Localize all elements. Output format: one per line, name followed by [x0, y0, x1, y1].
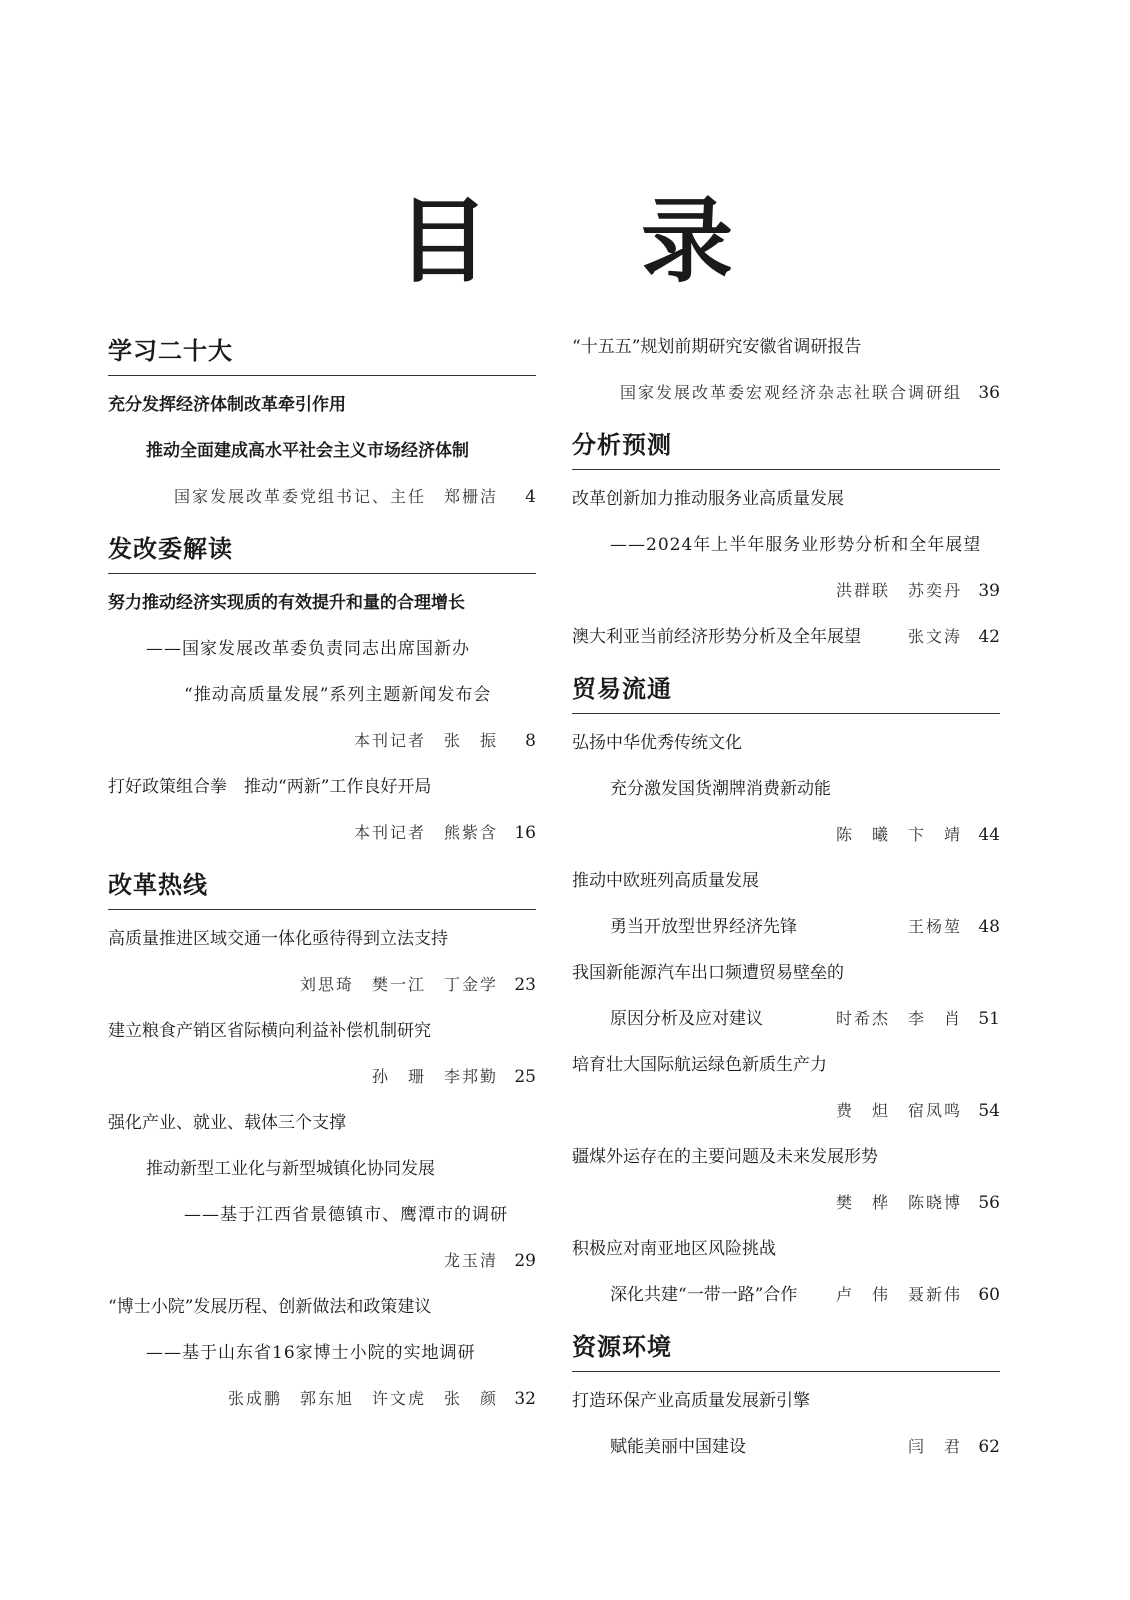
entry-page-number: 42: [978, 627, 1000, 647]
entry-title-cont-row: [572, 996, 1000, 1042]
section-heading: 资源环境: [572, 1332, 1000, 1372]
entry-author: 洪群联 苏奕丹: [835, 581, 962, 600]
entry-title: 疆煤外运存在的主要问题及未来发展形势: [572, 1147, 878, 1167]
entry-meta: [572, 568, 1000, 614]
toc-entry[interactable]: [108, 580, 536, 764]
toc-entry[interactable]: [572, 1134, 1000, 1226]
entry-author: 本刊记者 熊紫含: [353, 823, 498, 842]
entry-author: 孙 珊 李邦勤: [371, 1067, 498, 1086]
toc-entry[interactable]: [108, 764, 536, 856]
entry-author: 刘思琦 樊一江 丁金学: [299, 975, 498, 994]
entry-title: 强化产业、就业、载体三个支撑: [108, 1113, 346, 1133]
entry-meta: [108, 1376, 536, 1422]
toc-right-column: [572, 330, 1000, 1470]
toc-left-column: [108, 330, 536, 1422]
entry-meta: [572, 812, 1000, 858]
entry-page-number: 32: [514, 1389, 536, 1409]
entry-author: 樊 桦 陈晓博: [835, 1193, 962, 1212]
section-heading: 分析预测: [572, 430, 1000, 470]
entry-title-cont-row: [572, 904, 1000, 950]
entry-author: 费 炟 宿凤鸣: [835, 1101, 962, 1120]
entry-title: “十五五”规划前期研究安徽省调研报告: [572, 337, 862, 357]
entry-title: “博士小院”发展历程、创新做法和政策建议: [108, 1297, 432, 1317]
entry-author: 本刊记者 张 振: [353, 731, 498, 750]
entry-page-number: 23: [514, 975, 536, 995]
entry-title: 建立粮食产销区省际横向利益补偿机制研究: [108, 1021, 431, 1041]
toc-entry[interactable]: [108, 916, 536, 1008]
toc-entry[interactable]: [572, 614, 1000, 660]
section-heading: 改革热线: [108, 870, 536, 910]
page-title: 目 录: [396, 187, 794, 295]
entry-page-number: 54: [978, 1101, 1000, 1121]
entry-author: 闫 君: [907, 1437, 962, 1456]
entry-author: 国家发展改革委宏观经济杂志社联合调研组: [619, 383, 962, 402]
toc-entry[interactable]: [572, 324, 1000, 416]
entry-page-number: 29: [514, 1251, 536, 1271]
entry-author: 龙玉清: [443, 1251, 498, 1270]
entry-page-number: 25: [514, 1067, 536, 1087]
entry-page-number: 16: [514, 823, 536, 843]
entry-subtitle: ——基于江西省景德镇市、鹰潭市的调研: [184, 1205, 508, 1225]
entry-subtitle-cont: “推动高质量发展”系列主题新闻发布会: [184, 685, 492, 705]
toc-entry[interactable]: [108, 1284, 536, 1422]
toc-entry[interactable]: [572, 476, 1000, 614]
entry-title: 打好政策组合拳 推动“两新”工作良好开局: [108, 777, 432, 797]
entry-title-cont: 原因分析及应对建议: [610, 1009, 763, 1029]
entry-title-cont-row: [572, 1272, 1000, 1318]
entry-title: 澳大利亚当前经济形势分析及全年展望: [572, 627, 861, 647]
entry-author: 时希杰 李 肖: [835, 1009, 962, 1028]
toc-entry[interactable]: [572, 1042, 1000, 1134]
entry-meta: [108, 810, 536, 856]
entry-subtitle: ——国家发展改革委负责同志出席国新办: [146, 639, 470, 659]
entry-page-number: 51: [978, 1009, 1000, 1029]
entry-page-number: 48: [978, 917, 1000, 937]
entry-author: 王杨堃: [907, 917, 962, 936]
entry-page-number: 8: [525, 731, 536, 751]
toc-entry[interactable]: [572, 1226, 1000, 1318]
section-heading: 贸易流通: [572, 674, 1000, 714]
entry-page-number: 56: [978, 1193, 1000, 1213]
entry-meta: [108, 962, 536, 1008]
entry-author: 卢 伟 聂新伟: [835, 1285, 962, 1304]
entry-title-cont: 深化共建“一带一路”合作: [610, 1285, 798, 1305]
toc-entry[interactable]: [108, 1008, 536, 1100]
entry-title-cont: 充分激发国货潮牌消费新动能: [610, 779, 831, 799]
entry-title-cont-row: [572, 1424, 1000, 1470]
entry-page-number: 62: [978, 1437, 1000, 1457]
entry-title-cont: 勇当开放型世界经济先锋: [610, 917, 797, 937]
entry-page-number: 44: [978, 825, 1000, 845]
section-heading: 发改委解读: [108, 534, 536, 574]
entry-author: 陈 曦 卞 靖: [835, 825, 962, 844]
toc-entry[interactable]: [572, 720, 1000, 858]
entry-meta: [108, 474, 536, 520]
entry-author: 国家发展改革委党组书记、主任 郑栅洁: [173, 487, 498, 506]
entry-title-cont: 推动全面建成高水平社会主义市场经济体制: [146, 441, 469, 461]
entry-meta: [108, 1238, 536, 1284]
entry-page-number: 36: [978, 383, 1000, 403]
entry-title: 我国新能源汽车出口频遭贸易壁垒的: [572, 963, 844, 983]
entry-subtitle: ——基于山东省16家博士小院的实地调研: [146, 1343, 476, 1363]
entry-title: 充分发挥经济体制改革牵引作用: [108, 395, 346, 415]
entry-title: 积极应对南亚地区风险挑战: [572, 1239, 776, 1259]
toc-entry[interactable]: [572, 858, 1000, 950]
entry-meta: [108, 718, 536, 764]
entry-title: 高质量推进区域交通一体化亟待得到立法支持: [108, 929, 448, 949]
toc-entry[interactable]: [108, 382, 536, 520]
entry-meta: [572, 1180, 1000, 1226]
entry-page-number: 60: [978, 1285, 1000, 1305]
entry-title: 弘扬中华优秀传统文化: [572, 733, 742, 753]
entry-title: 改革创新加力推动服务业高质量发展: [572, 489, 844, 509]
entry-author: 张文涛: [907, 627, 962, 646]
section-heading: 学习二十大: [108, 336, 536, 376]
entry-meta: [108, 1054, 536, 1100]
entry-title-cont: 推动新型工业化与新型城镇化协同发展: [146, 1159, 435, 1179]
entry-page-number: 4: [525, 487, 536, 507]
entry-meta: [572, 370, 1000, 416]
entry-title: 努力推动经济实现质的有效提升和量的合理增长: [108, 593, 465, 613]
entry-title: 打造环保产业高质量发展新引擎: [572, 1391, 810, 1411]
entry-subtitle: ——2024年上半年服务业形势分析和全年展望: [610, 535, 982, 555]
entry-title-cont: 赋能美丽中国建设: [610, 1437, 746, 1457]
entry-page-number: 39: [978, 581, 1000, 601]
toc-entry[interactable]: [572, 950, 1000, 1042]
toc-entry[interactable]: [572, 1378, 1000, 1470]
entry-meta: [572, 1088, 1000, 1134]
entry-title: 推动中欧班列高质量发展: [572, 871, 759, 891]
toc-entry[interactable]: [108, 1100, 536, 1284]
entry-author: 张成鹏 郭东旭 许文虎 张 颜: [227, 1389, 498, 1408]
entry-title: 培育壮大国际航运绿色新质生产力: [572, 1055, 827, 1075]
